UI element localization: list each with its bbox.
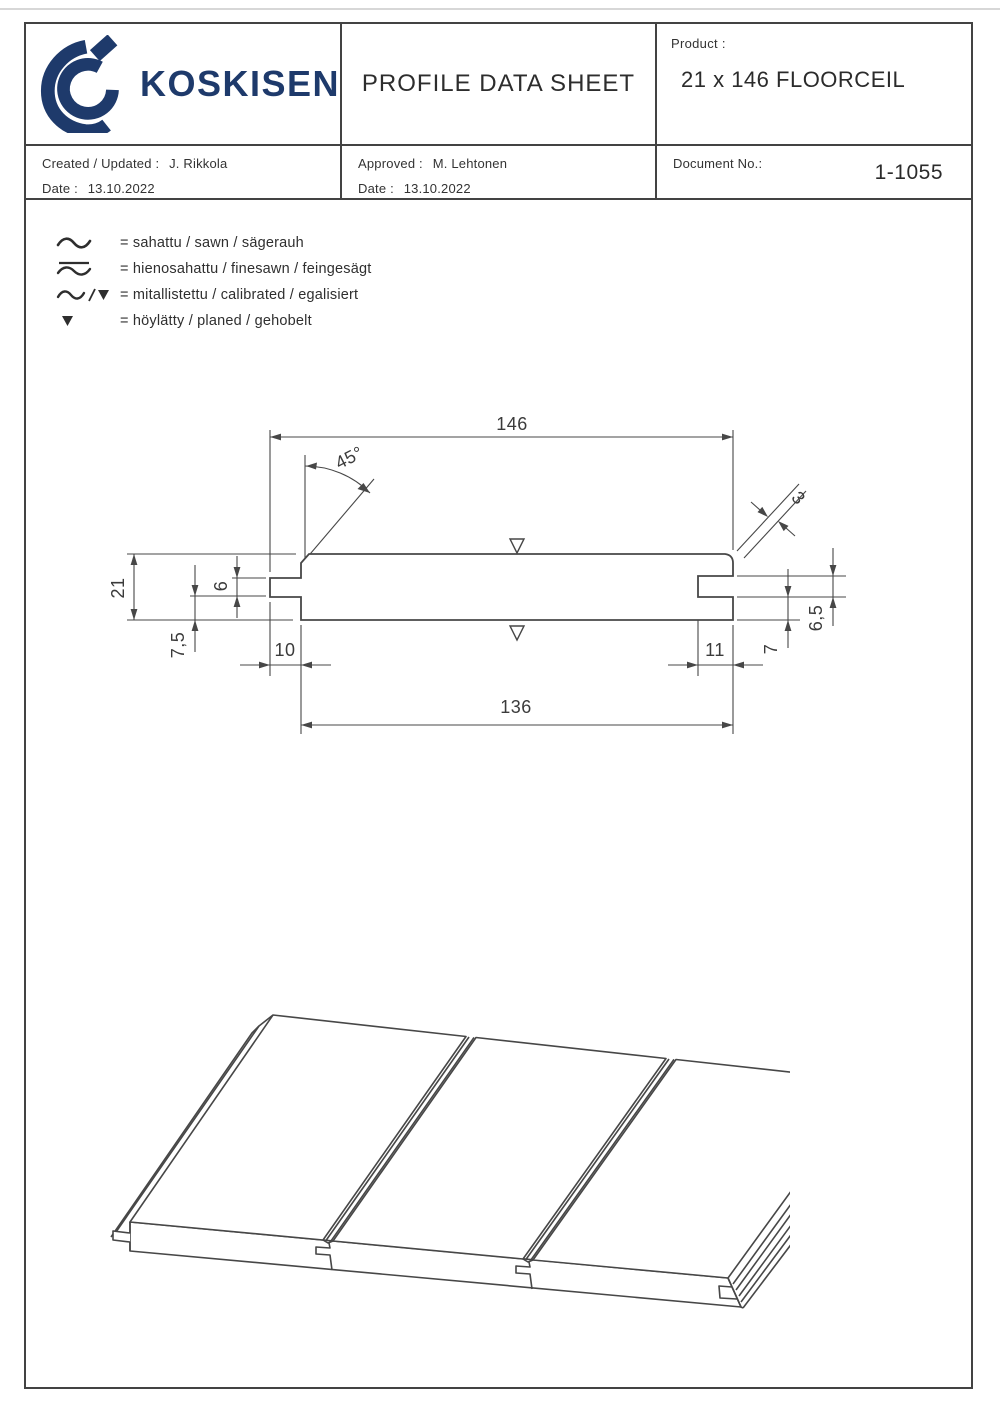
profile-cross-section-drawing <box>60 412 900 772</box>
legend-text: = sahattu / sawn / sägerauh <box>120 235 304 251</box>
surface-finish-legend <box>56 230 371 334</box>
document-no-label: Document No.: <box>673 156 763 171</box>
approved-cell <box>342 144 657 198</box>
title-block <box>26 24 971 200</box>
dim-groove-height-label: 6,5 <box>806 604 826 632</box>
calibrated-wave-slash-triangle-icon <box>56 287 120 303</box>
created-label: Created / Updated : <box>42 156 160 171</box>
approved-date-line <box>358 181 645 196</box>
legend-row-planed <box>56 308 371 334</box>
legend-row-calibrated <box>56 282 371 308</box>
sheet-body <box>26 200 971 1389</box>
page-title: PROFILE DATA SHEET <box>361 70 636 97</box>
approved-label: Approved : <box>358 156 423 171</box>
document-no-value: 1-1055 <box>874 161 943 184</box>
dim-chamfer-angle-label: 45° <box>331 442 367 474</box>
sheet-frame <box>24 22 973 1389</box>
approved-date-value: 13.10.2022 <box>403 181 471 196</box>
title-cell <box>342 24 657 144</box>
document-no-cell <box>657 144 971 198</box>
logo-cell <box>26 24 342 144</box>
legend-text: = mitallistettu / calibrated / egalisiert <box>120 287 359 303</box>
created-value: J. Rikkola <box>169 156 228 171</box>
created-cell <box>26 144 342 198</box>
finesawn-wave-overline-icon <box>56 260 120 278</box>
planed-triangle-top-icon <box>510 539 524 553</box>
legend-text: = hienosahattu / finesawn / feingesägt <box>120 261 372 277</box>
legend-text: = höylätty / planed / gehobelt <box>120 313 312 329</box>
legend-row-sawn <box>56 230 371 256</box>
dim-groove-depth-label: 11 <box>705 640 725 660</box>
dim-thickness-label: 21 <box>108 577 128 599</box>
product-value: 21 x 146 FLOORCEIL <box>681 67 906 92</box>
dim-edge-chamfer-label: 3 <box>787 487 810 509</box>
board-profile-outline <box>270 554 733 620</box>
dim-tongue-thickness-label: 6 <box>211 580 231 592</box>
board-assembly-isometric-drawing <box>90 977 790 1347</box>
dim-groove-lip-label: 7 <box>761 643 781 655</box>
dim-bottom-width-label: 136 <box>500 697 532 717</box>
product-cell <box>657 24 971 144</box>
scan-edge-line <box>0 8 1000 10</box>
created-date-line <box>42 181 330 196</box>
koskisen-logo-icon <box>38 35 136 133</box>
legend-row-finesawn <box>56 256 371 282</box>
dim-tongue-offset-label: 7,5 <box>168 631 188 659</box>
dim-tongue-length-label: 10 <box>274 640 296 660</box>
planed-triangle-bottom-icon <box>510 626 524 640</box>
approved-date-label: Date : <box>358 181 394 196</box>
created-date-value: 13.10.2022 <box>87 181 155 196</box>
dim-overall-width-label: 146 <box>496 414 528 434</box>
sawn-wave-icon <box>56 235 120 251</box>
product-label: Product : <box>671 36 726 51</box>
approved-line <box>358 156 645 171</box>
front-left-tongue-profile <box>113 1222 130 1251</box>
planed-triangle-icon <box>56 314 120 328</box>
created-date-label: Date : <box>42 181 78 196</box>
brand-wordmark: KOSKISEN <box>140 63 341 104</box>
approved-value: M. Lehtonen <box>432 156 508 171</box>
created-line <box>42 156 330 171</box>
